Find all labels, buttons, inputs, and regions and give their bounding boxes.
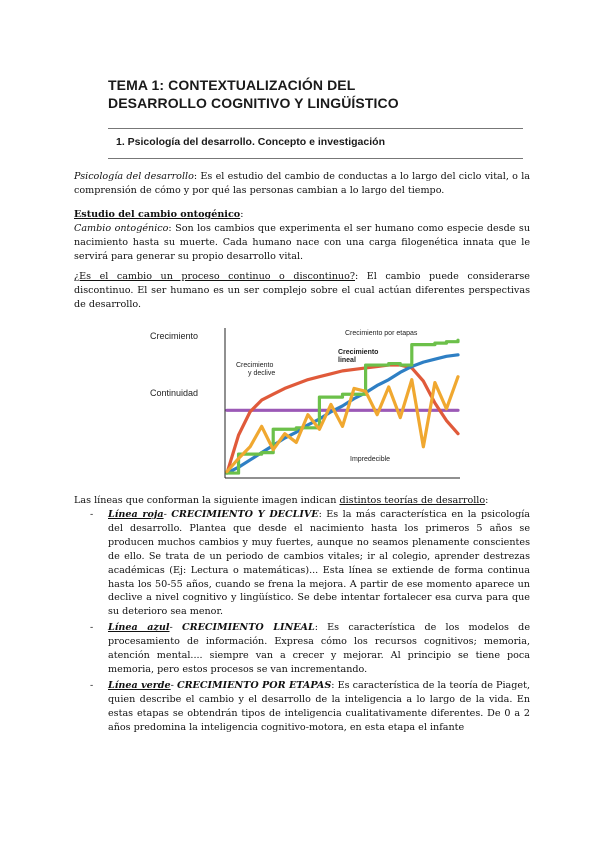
- series-line-4: [227, 377, 458, 472]
- list-item-red: [90, 508, 530, 619]
- title-line-1: TEMA 1: CONTEXTUALIZACIÓN DEL: [108, 77, 356, 93]
- chart-label-unpredictable: Impredecible: [350, 456, 391, 463]
- question-text: ¿Es el cambio un proceso continuo o discontinuo?: [74, 271, 356, 282]
- list-intro: [74, 494, 530, 508]
- ontogenic-text: : Son los cambios que experimenta el ser humano como especie desde su nacimiento hasta su muerte. Cada humano nace con una carga filogenética innata que le servirá para generar su propio desarrollo vital.: [74, 223, 530, 262]
- ontogenic-paragraph: [74, 222, 530, 264]
- theory-list: [90, 508, 530, 735]
- chart-label-linear: Crecimiento lineal: [338, 349, 379, 364]
- item-blue-label: CRECIMIENTO LINEAL: [181, 622, 315, 634]
- list-intro-post: :: [485, 495, 489, 506]
- item-red-name: Línea roja: [108, 509, 164, 520]
- development-chart: [150, 322, 470, 484]
- subheading: Estudio del cambio ontogénico: [74, 209, 241, 220]
- question-paragraph: [74, 270, 530, 312]
- item-red-label: CRECIMIENTO Y DECLIVE: [171, 509, 319, 520]
- list-item-green: [90, 679, 530, 735]
- chart-label-continuidad: Continuidad: [150, 388, 199, 398]
- subheading-paragraph: [74, 208, 530, 222]
- series-line-1: [227, 365, 458, 473]
- item-green-text: : Es característica de la teoría de Piaget, quien describe el cambio y el desarrollo de la inteligencia a lo largo de la vida. En estas etapas se obtendrán tipos de inteligencia cualitativamente diferentes. De 0 a 2 años predomina la inteligencia cognitivo-motora, en esta etapa el infante: [108, 679, 530, 733]
- title-line-2: DESARROLLO COGNITIVO Y LINGÜÍSTICO: [108, 95, 399, 111]
- list-intro-pre: Las líneas que conforman la siguiente imagen indican: [74, 495, 340, 506]
- list-intro-link: distintos teorías de desarrollo: [339, 495, 486, 506]
- item-blue-text: : Es característica de los modelos de procesamiento de información. Expresa cómo los recursos cognitivos; memoria, atención mental.... siempre van a crecer y mejorar. Al principio se tiene poca memoria, pero estos procesos se van incrementando.: [108, 622, 530, 675]
- divider-bottom: [108, 158, 523, 159]
- document-title: [108, 76, 508, 112]
- item-green-name: Línea verde: [108, 679, 171, 691]
- chart-label-crecimiento: Crecimiento: [150, 331, 199, 341]
- divider-top: [108, 128, 523, 129]
- chart-label-stages: Crecimiento por etapas: [345, 330, 418, 337]
- item-red-sep: -: [163, 509, 172, 520]
- item-blue-name: Línea azul: [108, 622, 170, 634]
- item-blue-sep: -: [169, 622, 182, 634]
- list-item-blue: [90, 621, 530, 677]
- list-dash: -: [90, 509, 94, 520]
- question-answer: : El cambio puede considerarse discontinuo. El ser humano es un ser complejo sobre el cual actúan diferentes perspectivas de desarrollo.: [74, 271, 530, 310]
- item-red-text: : Es la más característica en la psicología del desarrollo. Plantea que desde el nacimiento hasta los primeros 5 años se producen muchos cambios y muy fuertes, aunque no seamos plenamente conscientes de ello. Se trata de un periodo de cambios vitales; ir al colegio, aprender destrezas académicas (Ej: Lectura o matemáticas)... Esta línea se extiende de forma continua hasta los 50-55 años, cuando se frena la mejora. A partir de ese momento aparece un declive a nivel cognitivo y lingüístico. Se debe intentar fortalecer esa curva para que su deterioro sea menor.: [108, 509, 531, 618]
- intro-text: : Es el estudio del cambio de conductas a lo largo del ciclo vital, o la comprensión de cómo y por qué las personas cambian a lo largo del tiempo.: [74, 171, 530, 196]
- intro-paragraph: [74, 170, 530, 198]
- list-dash: -: [90, 622, 94, 634]
- section-heading: 1. Psicología del desarrollo. Concepto e investigación: [116, 136, 385, 148]
- intro-term: Psicología del desarrollo: [74, 171, 194, 182]
- chart-label-decline: Crecimiento y declive: [236, 362, 276, 377]
- item-green-label: CRECIMIENTO POR ETAPAS: [176, 679, 332, 691]
- subheading-colon: :: [240, 209, 244, 220]
- ontogenic-term: Cambio ontogénico: [74, 223, 169, 234]
- list-dash: -: [90, 679, 94, 691]
- item-green-sep: -: [170, 679, 177, 691]
